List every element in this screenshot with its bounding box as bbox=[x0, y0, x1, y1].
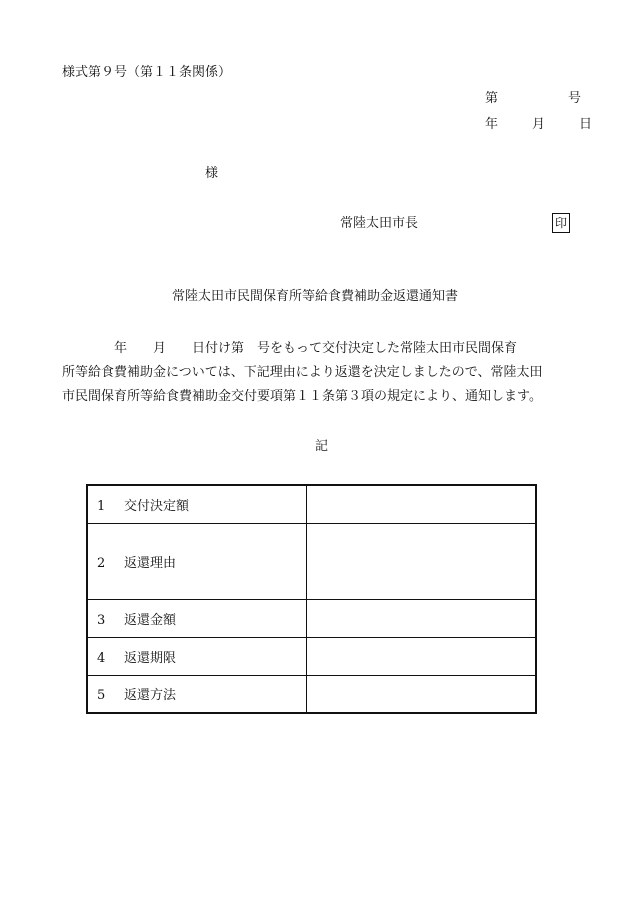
details-table bbox=[86, 484, 537, 714]
value-cell-return-reason[interactable] bbox=[307, 523, 537, 599]
date-year: 年 bbox=[485, 117, 499, 132]
document-date bbox=[485, 118, 592, 131]
item-number: 5 bbox=[97, 688, 106, 704]
body-line: 市民間保育所等給食費補助金交付要項第１１条第３項の規定により、通知します。 bbox=[62, 389, 542, 404]
value-cell-return-deadline[interactable] bbox=[307, 637, 537, 675]
row-label-cell bbox=[87, 523, 307, 599]
item-number: 2 bbox=[97, 555, 106, 571]
row-label-cell bbox=[87, 485, 307, 523]
table-row bbox=[87, 675, 536, 713]
document-number bbox=[485, 92, 581, 105]
seal-mark: 印 bbox=[552, 213, 570, 233]
addressee-honorific: 様 bbox=[205, 166, 219, 181]
row-label-cell bbox=[87, 599, 307, 637]
table-row bbox=[87, 599, 536, 637]
document-title: 常陸太田市民間保育所等給食費補助金返還通知書 bbox=[171, 289, 458, 304]
item-label: 返還期限 bbox=[124, 650, 177, 666]
number-prefix: 第 bbox=[485, 91, 499, 106]
row-label-cell bbox=[87, 637, 307, 675]
table-row bbox=[87, 523, 536, 599]
table-row bbox=[87, 637, 536, 675]
value-cell-return-method[interactable] bbox=[307, 675, 537, 713]
sender-title: 常陸太田市長 bbox=[340, 216, 419, 231]
number-suffix: 号 bbox=[568, 91, 582, 106]
form-label: 様式第９号（第１１条関係） bbox=[62, 65, 232, 80]
item-label: 返還方法 bbox=[124, 688, 177, 704]
table-row bbox=[87, 485, 536, 523]
item-label: 返還金額 bbox=[124, 612, 177, 628]
item-number: 4 bbox=[97, 650, 106, 666]
item-label: 交付決定額 bbox=[124, 498, 190, 514]
item-label: 返還理由 bbox=[124, 555, 177, 571]
body-line: 所等給食費補助金については、下記理由により返還を決定しましたので、常陸太田 bbox=[62, 365, 543, 380]
item-number: 1 bbox=[97, 498, 106, 514]
value-cell-return-amount[interactable] bbox=[307, 599, 537, 637]
body-paragraph bbox=[62, 337, 592, 409]
item-number: 3 bbox=[97, 612, 106, 628]
value-cell-decision-amount[interactable] bbox=[307, 485, 537, 523]
date-month: 月 bbox=[532, 117, 546, 132]
note-mark: 記 bbox=[314, 439, 328, 454]
date-day: 日 bbox=[579, 117, 593, 132]
row-label-cell bbox=[87, 675, 307, 713]
body-line: 年 月 日付け第 号をもって交付決定した常陸太田市民間保育 bbox=[62, 341, 518, 356]
